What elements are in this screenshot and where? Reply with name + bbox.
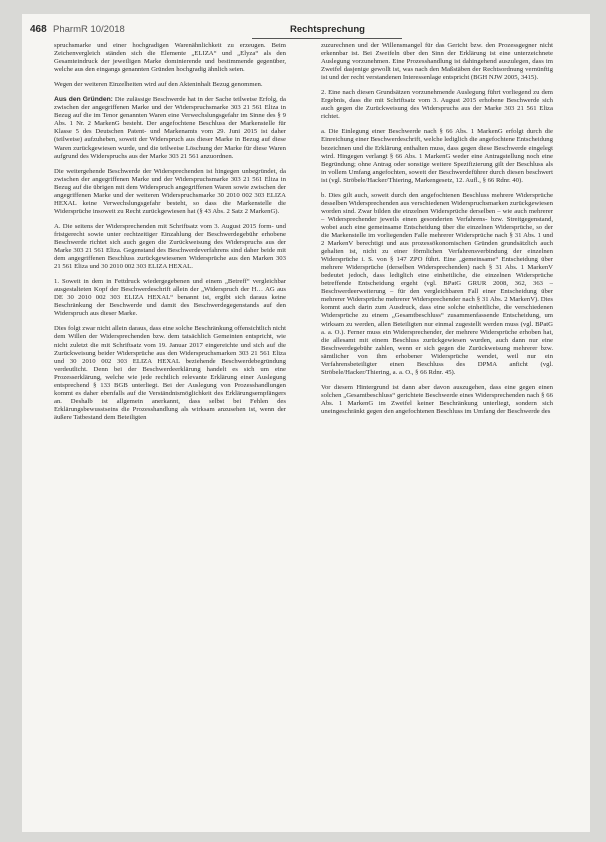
journal-citation: PharmR 10/2018 [53,24,125,35]
paragraph: zuzurechnen und der Willensmangel für das Gericht bzw. den Prozessgegner nicht erkennbar ist. Bei Zweifeln über den Sinn der Erklärung ist eine unterzeichnete Auslegung vorzunehmen. Eine Prozesshandlung ist dahingehend auszulegen, dass im Zweifel dasjenige gewollt ist, was nach den Maßstäben der Rechtsordnung vernünftig ist und der recht verstandenen Interessenlage entspricht (BGH NJW 2005, 3415). [321,42,553,82]
paragraph: Wegen der weiteren Einzelheiten wird auf den Akteninhalt Bezug genommen. [54,81,263,89]
paragraph: a. Die Einlegung einer Beschwerde nach § 66 Abs. 1 MarkenG erfolgt durch die Einreichung einer Beschwerdeschrift, welche lediglich die angefochtene Entscheidung bezeichnen und die Erklärung enthalten muss, dass gegen diese Beschwerde eingelegt wird. Hingegen verlangt § 66 Abs. 1 MarkenG weder eine Antragstellung noch eine Begründung; ohne Antrag oder sonstige weitere Spezifizierung gilt der Beschluss als in vollem Umfang angefochten, soweit der Beschwerdeführer durch diesen beschwert ist (vgl. Ströbele/Hacker/Thiering, Markengesetz, 12. Aufl., § 66 Rdnr. 40). [321,128,553,184]
paragraph: 2. Eine nach diesen Grundsätzen vorzunehmende Auslegung führt vorliegend zu dem Ergebnis, dass die mit Schriftsatz vom 3. August 2015 erhobene Beschwerde sich auch gegen die Zurückweisung des Widerspruchs aus der Marke 303 21 561 Eliza richtet. [321,89,553,121]
header-rule [252,38,402,39]
paragraph: Vor diesem Hintergrund ist dann aber davon auszugehen, dass eine gegen einen solchen „Gesamtbeschluss“ gerichtete Beschwerde eines Widersprechenden nach § 66 Abs. 1 MarkenG im Zweifel keiner Beschränkung unterliegt, sondern sich uneingeschränkt gegen den angefochtenen Beschluss im Umfang der Beschwerde des [321,383,553,415]
page-number: 468 [30,24,47,35]
paragraph: A. Die seitens der Widersprechenden mit Schriftsatz vom 3. August 2015 form- und fristgerecht sowie unter rechtzeitiger Einzahlung der Beschwerdegebühr erhobene Beschwerde richtet sich auch gegen die Zurückweisung des Widerspruchs aus der Marke 303 21 561 Eliza. Gegenstand des Beschwerdeverfahrens sind daher beide mit dem angegriffenen Beschluss zurückgewiesenen Widersprüche aus den Marken 303 21 561 Eliza und 30 2010 002 303 ELIZA HEXAL. [54,222,286,271]
right-column [321,42,553,423]
reasons-heading: Aus den Gründen: [54,96,113,104]
paragraph: b. Dies gilt auch, soweit durch den angefochtenen Beschluss mehrere Widersprüche desselben Widersprechenden aus verschiedenen Widerspruchsmarken zurückgewiesen worden sind. Zwar bilden die einzelnen Widersprüche derselben – wie auch mehrerer – Widersprechender jeweils einen gesonderten Verfahrens- bzw. Streitgegenstand, wobei auch eine gemeinsame Entscheidung über die einzelnen Widersprüche, so der die Markenstelle im vorliegenden Falle mehrerer Widersprüche nach § 31 Abs. 1 und 2 MarkenV berechtigt und aus prozessökonomischen Gründen grundsätzlich auch gehalten ist, nicht zu einer förmlichen Verfahrensverbindung der einzelnen Widersprüche i. S. von § 147 ZPO führt. Eine „gemeinsame“ Entscheidung über mehrere Widersprüche (derselben Widersprechenden) nach § 31 Abs. 1 MarkenV bedeutet jedoch, dass lediglich eine einheitliche, die einzelnen Widersprüche betreffende Entscheidung ergeht (vgl. BPatG GRUR 2008, 362, 363 – Beschwerdeerweiterung – für den vergleichbaren Fall einer Entscheidung über mehrerer Widersprüche mehrerer Widersprechender nach § 31 Abs. 2 MarkenV). Dies kommt auch darin zum Ausdruck, dass eine solche einheitliche, die verschiedenen Widersprüche zu einem „Gesamtbeschluss“ zusammenfassende Entscheidung, um wirksam zu werden, allen Beteiligten nur einmal zugestellt werden muss (vgl. BPatG a. a. O.). Ferner muss ein Widersprechender, der mehrere Widersprüche erhoben hat, die allesamt mit einem Beschluss zurückgewiesen wurden, auch dann nur eine Beschwerdegebühr zahlen, wenn er sich gegen die Zurückweisung mehrerer bzw. sämtlicher von ihm erhobener Widersprüche wendet, weil nur ein Verfahrensbeteiligter einen Beschluss des DPMA anficht (vgl. Ströbele/Hacker/Thiering, a. a. O., § 66 Rdnr. 45). [321,191,553,376]
section-title: Rechtsprechung [290,24,365,35]
left-column [54,42,286,429]
paragraph: Die weitergehende Beschwerde der Widersprechenden ist hingegen unbegründet, da zwischen der angegriffenen Marke und der Widerspruchsmarke 303 21 561 Eliza in Bezug auf die übrigen mit dem Widerspruch angegriffenen Waren sowie zwischen der angegriffenen Marke und der weiteren Widerspruchsmarke 30 2010 002 303 ELIZA HEXAL keine Verwechslungsgefahr besteht, so dass die Markenstelle die Widersprüche insoweit zu Recht zurückgewiesen hat (§ 43 Abs. 2 Satz 2 MarkenG). [54,167,286,215]
paragraph: 1. Soweit in dem in Fettdruck wiedergegebenen und einem „Betreff“ vergleichbar ausgestalteten Kopf der Beschwerdeschrift allein der „Widerspruch der H… AG aus DE 30 2010 002 303 ELIZA HEXAL“ benannt ist, ergibt sich daraus keine Beschränkung der Beschwerde und damit des Beschwerdegegenstands auf den Widerspruch aus dieser Marke. [54,278,286,318]
paragraph: spruchsmarke und einer hochgradigen Warenähnlichkeit zu erzeugen. Beim Zeichenvergleich ständen sich die Elemente „ELIZA“ und „Elyza“ als den Gesamteindruck der jeweiligen Marke dominierende und bestimmende gegenüber, welche aus den eingangs genannten Gründen hochgradig ähnlich seien. [54,42,286,74]
paragraph: Dies folgt zwar nicht allein daraus, dass eine solche Beschränkung offensichtlich nicht dem Willen der Widersprechenden bzw. dem tatsächlich Gemeinten entspricht, wie nicht zuletzt die mit Schriftsatz vom 19. Januar 2017 eingereichte und sich auf die Zurückweisung beider Widersprüche aus den Widerspruchsmarken 303 21 561 Eliza und 30 2010 002 303 ELIZA HEXAL beziehende Beschwerdebegründung verdeutlicht. Denn bei der Beschwerdeerklärung handelt es sich um eine Prozesserklärung, welche wie jede rechtlich relevante Erklärung einer Auslegung entsprechend § 133 BGB unterliegt. Bei der Auslegung von Prozesshandlungen kommt es daher ebenfalls auf die Verständnismöglichkeit des Erklärungsempfängers an. Deshalb ist allgemein anerkannt, dass selbst bei Fehlen des Erklärungsbewusstseins die Prozesshandlung als wirksam anzusehen ist, wenn der äußere Tatbestand dem Beteiligten [54,325,286,421]
paragraph-reasons [54,96,286,160]
running-header [22,18,588,40]
paragraph-text: Die zulässige Beschwerde hat in der Sache teilweise Erfolg, da zwischen der angegriffenen Marke und der Widerspruchsmarke 303 21 561 Eliza in Bezug auf die im Tenor genannten Waren eine Verwechslungsgefahr im Sinne des § 9 Abs. 1 Nr. 2 MarkenG besteht. Der angefochtene Beschluss der Markenstelle für Klasse 5 des Deutschen Patent- und Markenamts vom 29. Juni 2015 ist daher (teilweise) aufzuheben, soweit der Widerspruch aus dieser Marke in Bezug auf diese Waren zurückgewiesen wurde, und die teilweise Löschung der Marke für diese Waren aufgrund des Widerspruchs aus der Marke 303 21 561 anzuordnen. [54,96,286,160]
